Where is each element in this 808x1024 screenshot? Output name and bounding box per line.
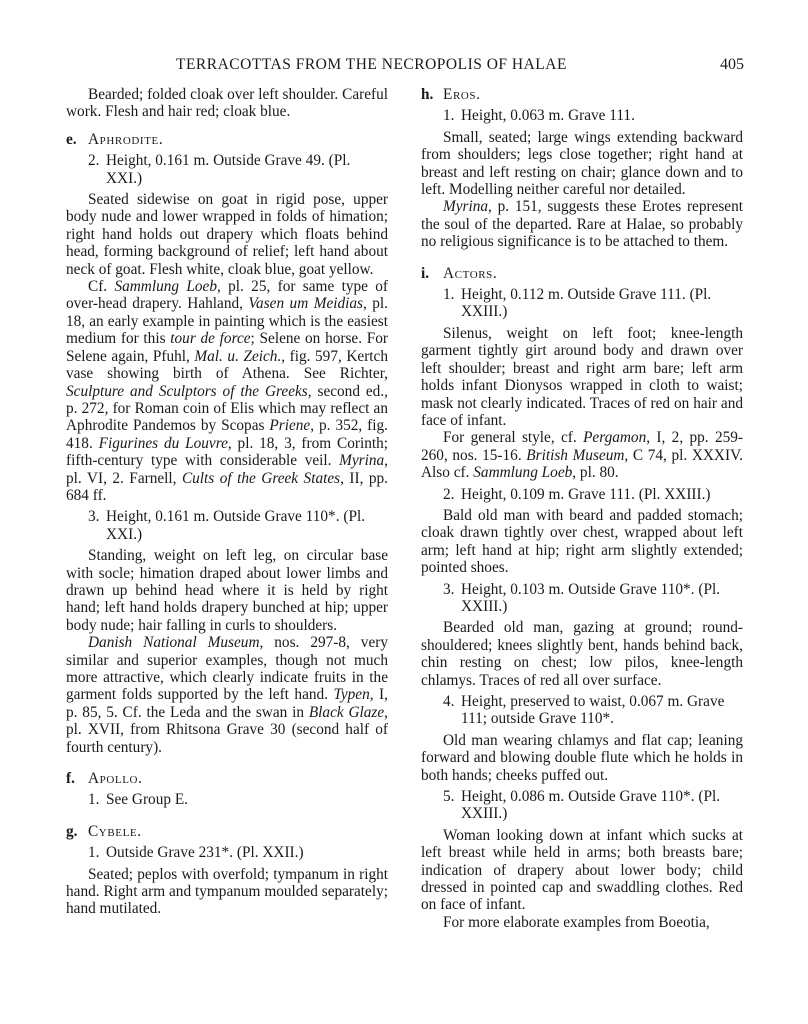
section-heading-actors	[421, 265, 743, 282]
catalogue-entry-heading	[421, 788, 743, 823]
entry-references: Myrina, p. 151, suggests these Erotes represent the soul of the departed. Rare at Halae, so probably no religious significance is to be attached to them.	[421, 198, 743, 251]
closing-paragraph: For more elaborate examples from Boeotia,	[443, 913, 710, 931]
section-name: Aphrodite.	[88, 130, 164, 148]
entry-description: Bald old man with beard and padded stomach; cloak drawn tightly over chest, wrapped about left arm; left hand at hip; right arm slightly extended; pointed shoes.	[421, 506, 743, 577]
section-name: Cybele.	[88, 822, 142, 840]
catalogue-entry-heading	[421, 107, 743, 124]
entry-description: Silenus, weight on left foot; knee-length garment tightly girt around body and drawn over left shoulder; breast and right arm bare; left arm holds infant Dionysos wrapped in cloth to waist; mask not clearly indicated. Traces of red on hair and face of infant.	[421, 324, 743, 429]
entry-number: 5.	[443, 788, 455, 806]
entry-references: Danish National Museum, nos. 297-8, very similar and superior examples, though not much more attractive, which clearly indicate fruits in the garment folds supported by the left hand. Typen, I, p. 85, 5. Cf. the Leda and the swan in Black Glaze, pl. XVII, from Rhitsona Grave 30 (second half of fourth century).	[66, 634, 388, 756]
catalogue-entry-heading	[66, 791, 388, 808]
section-heading-apollo	[66, 770, 388, 787]
catalogue-entry-heading	[421, 486, 743, 503]
catalogue-entry-heading	[66, 508, 388, 543]
entry-description: Seated sidewise on goat in rigid pose, upper body nude and lower wrapped in folds of himation; right hand holds out drapery which floats behind head, forming background of relief; left hand about neck of goat. Flesh white, cloak blue, goat yellow.	[66, 191, 388, 278]
section-letter: e.	[66, 130, 77, 148]
running-header	[66, 56, 744, 76]
entry-heading-text: Outside Grave 231*. (Pl. XXII.)	[106, 844, 304, 862]
entry-heading-text: Height, 0.109 m. Grave 111. (Pl. XXIII.)	[461, 485, 711, 503]
entry-number: 1.	[88, 791, 100, 809]
right-column	[421, 86, 743, 931]
page-number: 405	[720, 56, 744, 73]
section-name: Apollo.	[88, 770, 143, 788]
entry-number: 4.	[443, 693, 455, 710]
section-heading-aphrodite	[66, 131, 388, 148]
entry-heading-text: Height, preserved to waist, 0.067 m. Grave 111; outside Grave 110*.	[461, 693, 725, 728]
entry-number: 2.	[443, 485, 455, 503]
entry-description: Standing, weight on left leg, on circular base with socle; himation draped about lower limbs and drawn up behind head where it is held by right hand; left hand holds drapery bunched at hip; upper body nude; hair falling in curls to shoulders.	[66, 547, 388, 634]
entry-references: For general style, cf. Pergamon, I, 2, pp. 259-260, nos. 15-16. British Museum, C 74, pl. XXXIV. Also cf. Sammlung Loeb, pl. 80.	[421, 429, 743, 482]
left-column	[66, 86, 388, 918]
catalogue-entry-heading	[66, 152, 388, 187]
entry-heading-text: Height, 0.161 m. Outside Grave 49. (Pl. XXI.)	[106, 152, 351, 187]
intro-paragraph: Bearded; folded cloak over left shoulder. Careful work. Flesh and hair red; cloak blue.	[66, 86, 388, 121]
entry-heading-text: Height, 0.103 m. Outside Grave 110*. (Pl. XXIII.)	[461, 580, 721, 615]
entry-description: Small, seated; large wings extending backward from shoulders; legs close together; right hand at breast and left resting on chair; glance down and to left. Modelling neither careful nor detailed.	[421, 128, 743, 199]
entry-heading-text: Height, 0.112 m. Outside Grave 111. (Pl. XXIII.)	[461, 286, 712, 321]
section-letter: f.	[66, 770, 75, 788]
section-heading-cybele	[66, 823, 388, 840]
entry-description: Old man wearing chlamys and flat cap; leaning forward and blowing double flute which he holds in both hands; cheeks puffed out.	[421, 731, 743, 784]
entry-number: 2.	[88, 152, 100, 170]
entry-number: 3.	[88, 508, 100, 526]
catalogue-entry-heading	[421, 581, 743, 616]
entry-heading-text: See Group E.	[106, 791, 188, 809]
entry-references: Cf. Sammlung Loeb, pl. 25, for same type of over-head drapery. Hahland, Vasen um Meidias, pl. 18, an early example in painting which is the easiest medium for this tour de force; Selene on horse. For Selene again, Pfuhl, Mal. u. Zeich., fig. 597, Kertch vase showing birth of Athena. See Richter, Sculpture and Sculptors of the Greeks, second ed., p. 272, for Roman coin of Elis which may reflect an Aphrodite Pandemos by Scopas Priene, p. 352, fig. 418. Figurines du Louvre, pl. 18, 3, from Corinth; fifth-century type with considerable veil. Myrina, pl. VI, 2. Farnell, Cults of the Greek States, II, pp. 684 ff.	[66, 278, 389, 504]
running-title: TERRACOTTAS FROM THE NECROPOLIS OF HALAE	[176, 56, 567, 73]
entry-number: 1.	[443, 286, 455, 304]
entry-heading-text: Height, 0.086 m. Outside Grave 110*. (Pl. XXIII.)	[461, 788, 721, 823]
entry-heading-text: Height, 0.063 m. Grave 111.	[461, 107, 635, 125]
entry-number: 1.	[443, 107, 455, 125]
section-letter: i.	[421, 264, 430, 282]
section-name: Eros.	[443, 86, 481, 103]
catalogue-entry-heading	[421, 286, 743, 321]
catalogue-entry-heading	[421, 693, 743, 728]
entry-number: 1.	[88, 844, 100, 862]
section-letter: h.	[421, 86, 434, 103]
section-name: Actors.	[443, 264, 498, 282]
entry-number: 3.	[443, 580, 455, 598]
entry-description: Seated; peplos with overfold; tympanum in right hand. Right arm and tympanum moulded separately; hand mutilated.	[66, 865, 388, 918]
catalogue-entry-heading	[66, 844, 388, 861]
entry-description: Bearded old man, gazing at ground; round-shouldered; knees slightly bent, hands behind back, chin resting on chest; low pilos, knee-length chlamys. Traces of red all over surface.	[421, 619, 743, 689]
entry-description: Woman looking down at infant which sucks at left breast while held in arms; both breasts bare; indication of drapery about lower body; child dressed in pointed cap and swaddling clothes. Red on face of infant.	[421, 826, 743, 914]
entry-heading-text: Height, 0.161 m. Outside Grave 110*. (Pl. XXI.)	[106, 508, 366, 543]
section-heading-eros	[421, 86, 743, 103]
section-letter: g.	[66, 822, 78, 840]
